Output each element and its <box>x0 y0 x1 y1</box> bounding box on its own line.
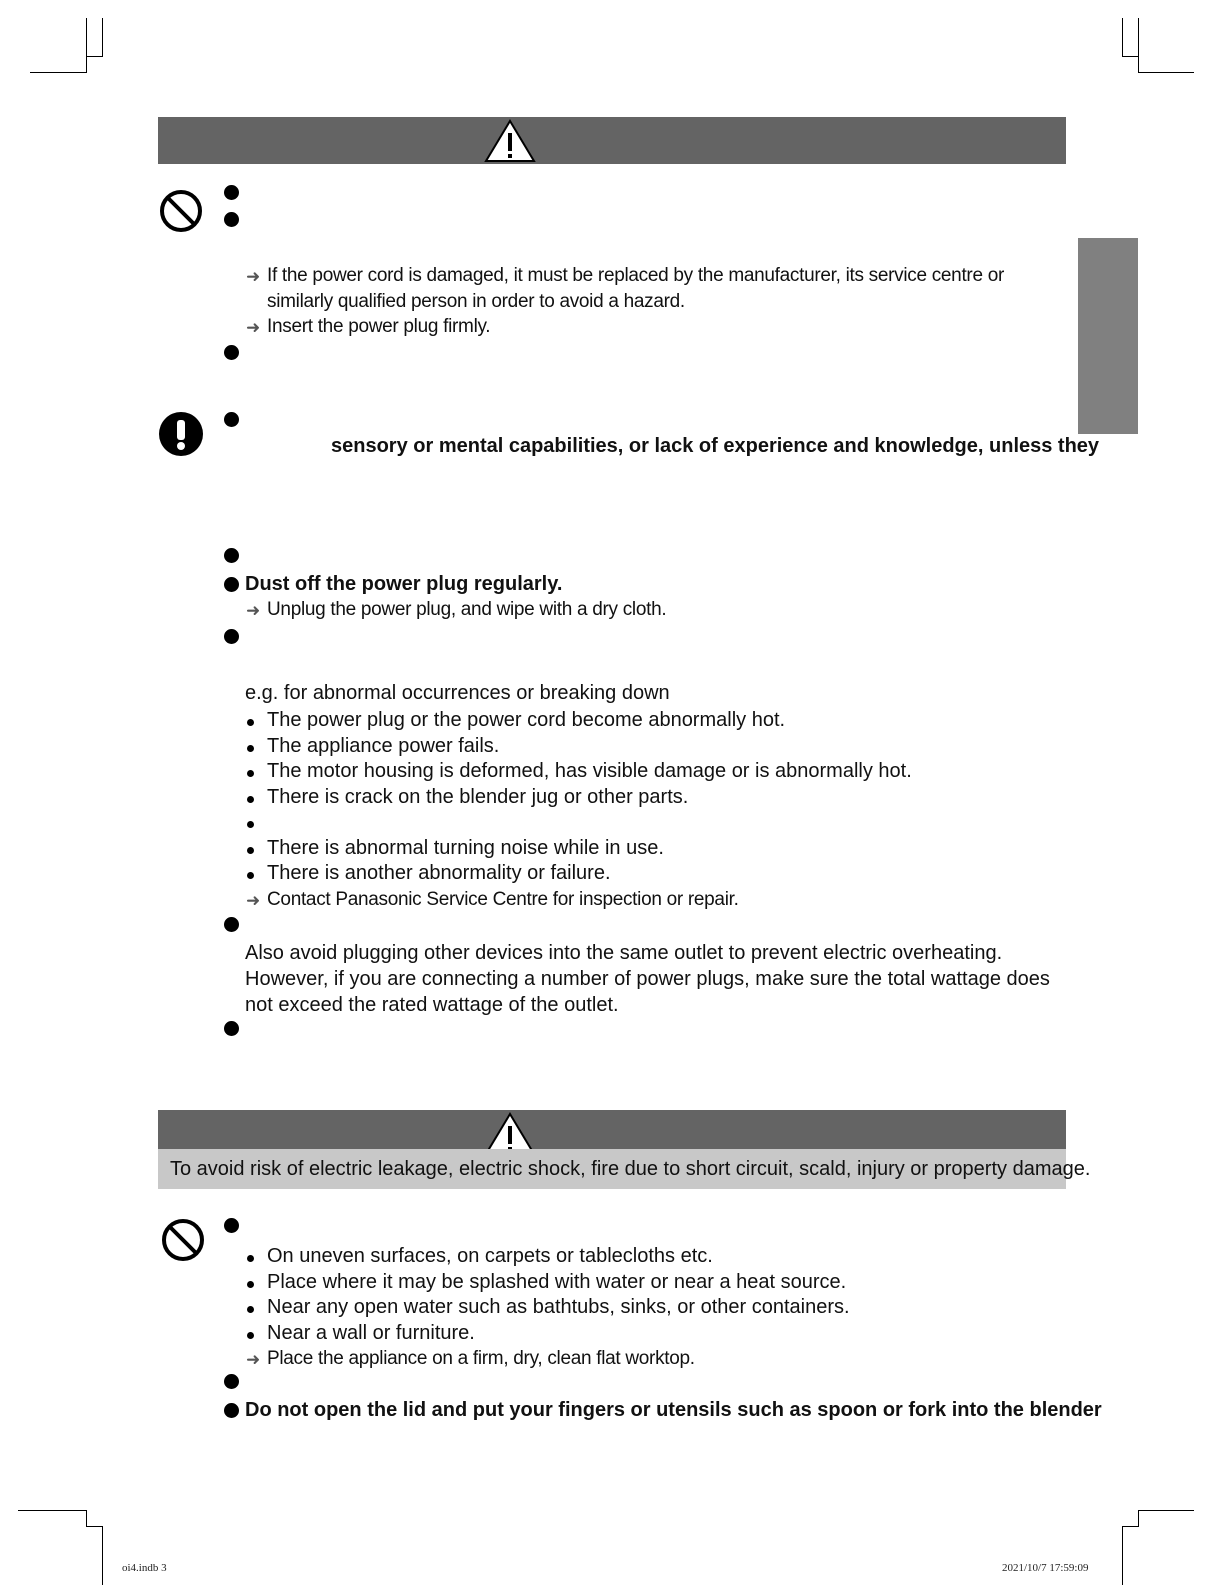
list-item: Near a wall or furniture. <box>267 1322 475 1344</box>
bullet-dot <box>224 629 239 644</box>
list-item: There is crack on the blender jug or other parts. <box>267 786 689 808</box>
crop-mark <box>18 1510 86 1511</box>
warning-triangle-icon <box>484 119 536 163</box>
small-bullet <box>247 1281 254 1288</box>
arrow-icon: ➜ <box>246 601 261 620</box>
small-bullet <box>247 872 254 879</box>
bullet-dot <box>224 212 239 227</box>
arrow-icon: ➜ <box>246 891 261 910</box>
eg-line: e.g. for abnormal occurrences or breaking down <box>245 682 670 704</box>
list-item: The motor housing is deformed, has visible damage or is abnormally hot. <box>267 760 912 782</box>
arrow-icon: ➜ <box>246 1350 261 1369</box>
bullet-dot <box>224 1218 239 1233</box>
crop-mark <box>86 1510 87 1526</box>
bullet-dot <box>224 1403 239 1418</box>
small-bullet <box>247 719 254 726</box>
small-bullet <box>247 1332 254 1339</box>
mandatory-action-icon <box>158 411 204 457</box>
crop-mark <box>1138 18 1139 73</box>
crop-mark <box>1138 1510 1194 1511</box>
crop-mark <box>102 18 103 56</box>
small-bullet <box>247 745 254 752</box>
bullet-dot <box>224 548 239 563</box>
list-item: The appliance power fails. <box>267 735 500 757</box>
crop-mark <box>1122 18 1123 56</box>
footer-file: oi4.indb 3 <box>122 1562 167 1574</box>
placement-note: Place the appliance on a firm, dry, clean flat worktop. <box>267 1348 695 1369</box>
arrow-icon: ➜ <box>246 318 261 337</box>
prohibited-icon <box>160 1217 206 1263</box>
crop-mark <box>86 56 103 57</box>
mandatory-text: sensory or mental capabilities, or lack of experience and knowledge, unless they <box>331 435 1100 457</box>
list-item: The power plug or the power cord become abnormally hot. <box>267 709 786 731</box>
bullet-dot <box>224 577 239 592</box>
prohibited-icon <box>158 188 204 234</box>
warning-header-bar <box>158 117 1066 164</box>
side-tab <box>1078 238 1138 434</box>
bullet-dot <box>224 185 239 200</box>
list-item: Near any open water such as bathtubs, sinks, or other containers. <box>267 1296 850 1318</box>
bullet-dot <box>224 1374 239 1389</box>
dust-note: Unplug the power plug, and wipe with a dry cloth. <box>267 599 667 620</box>
small-bullet <box>247 796 254 803</box>
crop-mark <box>86 1526 103 1527</box>
crop-mark <box>102 1526 103 1585</box>
note-text: If the power cord is damaged, it must be replaced by the manufacturer, its service centre or <box>267 265 1004 286</box>
crop-mark <box>1122 1526 1123 1585</box>
outlet-paragraph: Also avoid plugging other devices into the same outlet to prevent electric overheating. However, if you are connecting a number of power plugs, make sure the total wattage does not exceed the rated wattage of the outlet. <box>245 942 1050 1016</box>
list-item: There is abnormal turning noise while in use. <box>267 837 664 859</box>
contact-note: Contact Panasonic Service Centre for inspection or repair. <box>267 889 739 910</box>
dust-title: Dust off the power plug regularly. <box>245 573 563 595</box>
caution-subtitle: To avoid risk of electric leakage, electric shock, fire due to short circuit, scald, injury or property damage. <box>158 1149 1066 1189</box>
bullet-dot <box>224 412 239 427</box>
lid-warning: Do not open the lid and put your fingers or utensils such as spoon or fork into the blender <box>245 1399 1102 1421</box>
small-bullet <box>247 821 254 828</box>
crop-mark <box>30 72 86 73</box>
small-bullet <box>247 770 254 777</box>
note-text: similarly qualified person in order to avoid a hazard. <box>267 291 685 312</box>
small-bullet <box>247 1255 254 1262</box>
bullet-dot <box>224 345 239 360</box>
crop-mark <box>1138 72 1194 73</box>
list-item: There is another abnormality or failure. <box>267 862 611 884</box>
bullet-dot <box>224 1021 239 1036</box>
crop-mark <box>1138 1510 1139 1526</box>
list-item: On uneven surfaces, on carpets or tablecloths etc. <box>267 1245 713 1267</box>
small-bullet <box>247 1306 254 1313</box>
crop-mark <box>1122 1526 1139 1527</box>
note-text: Insert the power plug firmly. <box>267 316 491 337</box>
small-bullet <box>247 847 254 854</box>
bullet-dot <box>224 917 239 932</box>
crop-mark <box>1122 56 1139 57</box>
footer-timestamp: 2021/10/7 17:59:09 <box>1002 1562 1089 1574</box>
crop-mark <box>86 18 87 73</box>
list-item: Place where it may be splashed with water or near a heat source. <box>267 1271 847 1293</box>
arrow-icon: ➜ <box>246 267 261 286</box>
